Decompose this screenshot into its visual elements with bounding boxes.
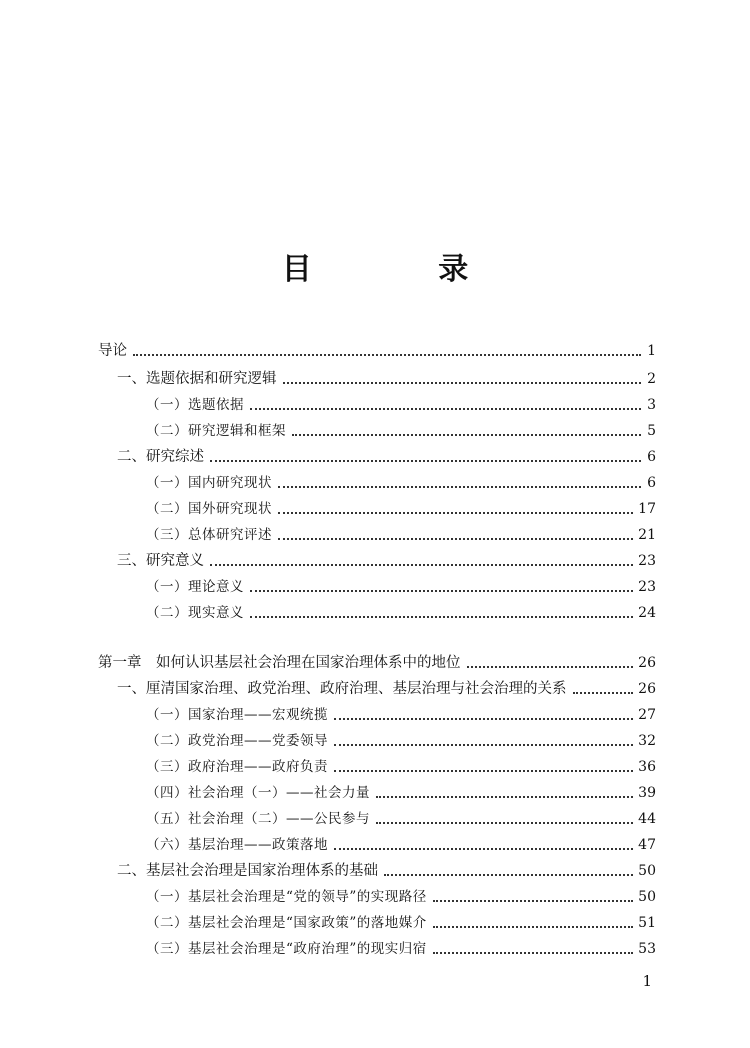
dot-leader (278, 485, 641, 488)
toc-entry-page: 26 (638, 681, 656, 697)
toc-entry (98, 418, 656, 440)
toc-entry-title: 三、研究意义 (117, 553, 204, 569)
toc-entry-title: （一）选题依据 (146, 397, 244, 413)
toc-entry-page: 3 (647, 397, 656, 413)
dot-leader (433, 899, 633, 902)
dot-leader (210, 459, 641, 462)
dot-leader (210, 563, 633, 566)
toc-entry-page: 23 (638, 553, 656, 569)
dot-leader (573, 691, 634, 694)
toc-entry (98, 832, 656, 854)
toc-entry-title: 导论 (98, 343, 127, 359)
toc-entry (98, 702, 656, 724)
toc-entry-page: 2 (647, 371, 656, 387)
toc-entry-title: （二）现实意义 (146, 605, 244, 621)
toc-entry-page: 26 (638, 655, 656, 671)
toc-entry-page: 44 (638, 811, 656, 827)
toc-entry-title: 二、研究综述 (117, 449, 204, 465)
toc-entry (98, 444, 656, 466)
toc-entry (98, 910, 656, 932)
dot-leader (283, 381, 642, 384)
toc-entry-title: （三）政府治理——政府负责 (146, 759, 328, 775)
dot-leader (278, 537, 633, 540)
toc-entry-title: （一）国家治理——宏观统揽 (146, 707, 328, 723)
toc-entry-page: 21 (638, 527, 656, 543)
toc-entry-page: 50 (638, 863, 656, 879)
toc-entry (98, 936, 656, 958)
dot-leader (133, 353, 641, 356)
dot-leader (467, 665, 634, 668)
toc-entry (98, 470, 656, 492)
toc-entry (98, 676, 656, 698)
toc-entry (98, 392, 656, 414)
toc-entry-title: （二）政党治理——党委领导 (146, 733, 328, 749)
dot-leader (433, 925, 633, 928)
toc-entry-page: 5 (647, 423, 656, 439)
toc-entry (98, 522, 656, 544)
dot-leader (376, 795, 633, 798)
toc-entry (98, 884, 656, 906)
toc-entry (98, 858, 656, 880)
page-title: 目 录 (281, 252, 527, 287)
dot-leader (250, 407, 641, 410)
toc-entry-page: 50 (638, 889, 656, 905)
toc-entry (98, 780, 656, 802)
toc-entry-page: 51 (638, 915, 656, 931)
dot-leader (250, 615, 633, 618)
toc-entry-page: 32 (638, 733, 656, 749)
toc-entry-page: 1 (647, 343, 656, 359)
dot-leader (334, 769, 633, 772)
toc-entry-page: 47 (638, 837, 656, 853)
toc-entry-page: 24 (638, 605, 656, 621)
dot-leader (433, 951, 633, 954)
toc-entry-page: 39 (638, 785, 656, 801)
toc-entry-page: 53 (638, 941, 656, 957)
toc-entry-title: 一、厘清国家治理、政党治理、政府治理、基层治理与社会治理的关系 (117, 681, 567, 697)
dot-leader (334, 743, 633, 746)
dot-leader (334, 717, 633, 720)
toc-entry (98, 548, 656, 570)
toc-entry-title: 一、选题依据和研究逻辑 (117, 371, 277, 387)
toc-entry-page: 36 (638, 759, 656, 775)
toc-entry-page: 6 (647, 449, 656, 465)
toc-entry (98, 650, 656, 672)
toc-entry-page: 6 (647, 475, 656, 491)
toc-entry (98, 366, 656, 388)
toc-entry (98, 496, 656, 518)
toc-entry-page: 23 (638, 579, 656, 595)
dot-leader (376, 821, 633, 824)
dot-leader (278, 511, 633, 514)
toc-entry (98, 574, 656, 596)
toc-entry-title: （四）社会治理（一）——社会力量 (146, 785, 370, 801)
toc-entry-title: （二）国外研究现状 (146, 501, 272, 517)
toc-entry-title: （五）社会治理（二）——公民参与 (146, 811, 370, 827)
toc-entry (98, 600, 656, 622)
toc-entry-title: （三）基层社会治理是“政府治理”的现实归宿 (146, 941, 427, 957)
toc-entry-title: （三）总体研究评述 (146, 527, 272, 543)
toc-entry-page: 17 (638, 501, 656, 517)
toc-entry-title: （二）基层社会治理是“国家政策”的落地媒介 (146, 915, 427, 931)
toc-entry (98, 338, 656, 360)
toc-entry (98, 754, 656, 776)
page-number: 1 (642, 972, 652, 990)
toc-entry-title: 二、基层社会治理是国家治理体系的基础 (117, 863, 378, 879)
toc-entry-title: （一）理论意义 (146, 579, 244, 595)
toc-entry-title: （一）国内研究现状 (146, 475, 272, 491)
toc-entry-title: （六）基层治理——政策落地 (146, 837, 328, 853)
dot-leader (250, 589, 633, 592)
toc-entry (98, 728, 656, 750)
toc-entry (98, 806, 656, 828)
toc-entry-title: （一）基层社会治理是“党的领导”的实现路径 (146, 889, 427, 905)
dot-leader (334, 847, 633, 850)
toc-entry-title: 第一章 如何认识基层社会治理在国家治理体系中的地位 (98, 655, 461, 671)
toc-entry-page: 27 (638, 707, 656, 723)
dot-leader (292, 433, 641, 436)
toc-entry-title: （二）研究逻辑和框架 (146, 423, 286, 439)
dot-leader (384, 873, 633, 876)
